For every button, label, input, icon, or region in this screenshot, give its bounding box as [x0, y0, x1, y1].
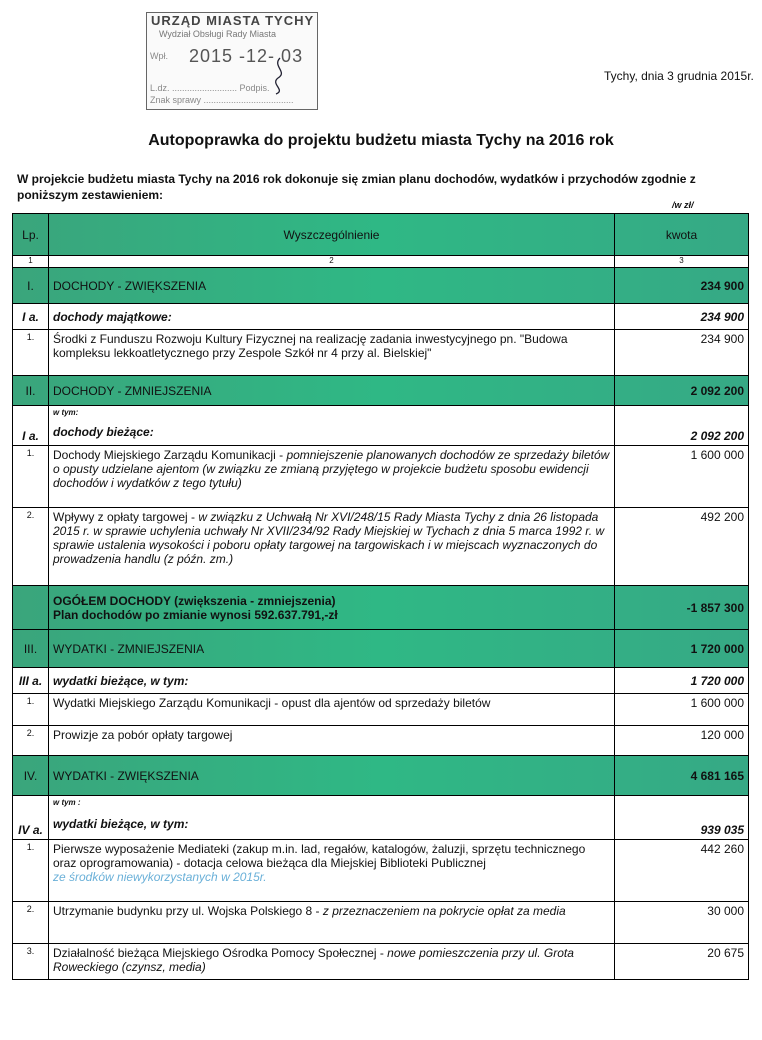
row-lp: I a.	[13, 304, 49, 330]
row-desc-italic: w związku z Uchwałą Nr XVI/248/15 Rady Miasta Tychy z dnia 26 listopada 2015 r. w sprawie uchylenia uchwały Nr XVII/234/92 Rady Miejskiej w Tychach z dnia 5 marca 1992 r. w sprawie ustalenia wysokości i poboru opłaty targowej na targowiskach i w miejscach wyznaczonych do prowadzenia handlu (z późn. zm.)	[53, 510, 605, 566]
signature-mark	[268, 56, 292, 96]
stamp-ldz-label: L.dz. .......................... Podpis.	[150, 83, 270, 93]
row-desc	[49, 446, 615, 508]
row-desc	[49, 406, 615, 446]
total-label: OGÓŁEM DOCHODY (zwiększenia - zmniejszenia)	[53, 593, 336, 608]
col-number: 1	[13, 256, 49, 268]
row-lp: III.	[13, 630, 49, 668]
row-desc	[49, 840, 615, 902]
row-amount: 234 900	[615, 330, 749, 376]
row-amount: 2 092 200	[615, 376, 749, 406]
row-amount: 1 600 000	[615, 446, 749, 508]
row-amount: 234 900	[615, 304, 749, 330]
row-lp: 2.	[13, 508, 49, 586]
row-amount: 492 200	[615, 508, 749, 586]
stamp-wpl-label: Wpł.	[150, 51, 168, 61]
row-desc: Wydatki Miejskiego Zarządu Komunikacji - opust dla ajentów od sprzedaży biletów	[49, 694, 615, 726]
row-lp: 1.	[13, 694, 49, 726]
handwritten-note: ze środków niewykorzystanych w 2015r.	[53, 870, 267, 884]
row-desc-italic: nowe pomieszczenia przy ul. Grota Roweckiego (czynsz, media)	[53, 946, 574, 974]
row-desc: wydatki bieżące, w tym:	[49, 668, 615, 694]
section-row	[13, 376, 749, 406]
subsection-row	[13, 796, 749, 840]
row-desc-text: wydatki bieżące, w tym:	[53, 817, 189, 831]
stamp-department: Wydział Obsługi Rady Miasta	[159, 29, 276, 39]
table-header-row	[13, 214, 749, 256]
total-row	[13, 586, 749, 630]
row-desc-italic: z przeznaczeniem na pokrycie opłat za media	[322, 904, 566, 918]
row-desc: DOCHODY - ZMNIEJSZENIA	[49, 376, 615, 406]
row-lp: 1.	[13, 330, 49, 376]
row-desc-italic: pomniejszenie planowanych dochodów ze sprzedaży biletów o opusty udzielane ajentom (w związku ze zmianą przyjętego w projekcie budżetu sposobu ewidencji dochodów i wydatków z tego tytułu)	[53, 448, 610, 490]
row-amount: 1 600 000	[615, 694, 749, 726]
item-row	[13, 902, 749, 944]
row-desc-plain: Działalność bieżąca Miejskiego Ośrodka Pomocy Społecznej -	[53, 946, 388, 960]
section-row	[13, 756, 749, 796]
section-row	[13, 630, 749, 668]
row-lp: 2.	[13, 902, 49, 944]
row-desc: DOCHODY - ZWIĘKSZENIA	[49, 268, 615, 304]
row-lp: IV a.	[13, 796, 49, 840]
section-row	[13, 268, 749, 304]
item-row	[13, 446, 749, 508]
row-lp: IV.	[13, 756, 49, 796]
stamp-date: 2015 -12- 03	[189, 46, 304, 66]
subsection-row	[13, 304, 749, 330]
row-lp: I.	[13, 268, 49, 304]
subsection-row	[13, 668, 749, 694]
row-desc-plain: Dochody Miejskiego Zarządu Komunikacji -	[53, 448, 287, 462]
row-desc: WYDATKI - ZMNIEJSZENIA	[49, 630, 615, 668]
col-amount-header: kwota	[615, 214, 749, 256]
unit-label: /w zł/	[672, 200, 694, 210]
row-desc-plain: Wpływy z opłaty targowej -	[53, 510, 199, 524]
row-amount: 4 681 165	[615, 756, 749, 796]
intro-text: W projekcie budżetu miasta Tychy na 2016 rok dokonuje się zmian planu dochodów, wydatków i przychodów zgodnie z poniższym zestawieniem:	[17, 172, 696, 202]
item-row	[13, 694, 749, 726]
row-amount: 442 260	[615, 840, 749, 902]
row-desc-plain: Utrzymanie budynku przy ul. Wojska Polskiego 8 -	[53, 904, 323, 918]
row-desc: Środki z Funduszu Rozwoju Kultury Fizycznej na realizację zadania inwestycyjnego pn. "Budowa kompleksu lekkoatletycznego przy Zespole Szkół nr 4 przy al. Bielskiej"	[49, 330, 615, 376]
row-desc	[49, 796, 615, 840]
stamp-office: URZĄD MIASTA TYCHY	[151, 13, 315, 28]
row-lp: 3.	[13, 944, 49, 980]
row-desc: dochody majątkowe:	[49, 304, 615, 330]
column-numbers-row	[13, 256, 749, 268]
row-desc: WYDATKI - ZWIĘKSZENIA	[49, 756, 615, 796]
row-amount: 1 720 000	[615, 630, 749, 668]
row-lp: 1.	[13, 446, 49, 508]
row-amount: 939 035	[615, 796, 749, 840]
row-desc	[49, 508, 615, 586]
row-amount: 120 000	[615, 726, 749, 756]
stamp-znak-label: Znak sprawy ....................................	[150, 95, 294, 105]
item-row	[13, 944, 749, 980]
row-desc	[49, 902, 615, 944]
row-desc	[49, 944, 615, 980]
row-desc: Prowizje za pobór opłaty targowej	[49, 726, 615, 756]
row-amount: 2 092 200	[615, 406, 749, 446]
col-lp-header: Lp.	[13, 214, 49, 256]
row-lp: I a.	[13, 406, 49, 446]
w-tym-label: w tym:	[53, 408, 79, 417]
row-amount: 1 720 000	[615, 668, 749, 694]
document-title: Autopoprawka do projektu budżetu miasta Tychy na 2016 rok	[148, 132, 614, 149]
subsection-row	[13, 406, 749, 446]
col-number: 2	[49, 256, 615, 268]
item-row	[13, 330, 749, 376]
row-desc	[49, 586, 615, 630]
row-amount: 20 675	[615, 944, 749, 980]
row-lp: 1.	[13, 840, 49, 902]
col-number: 3	[615, 256, 749, 268]
item-row	[13, 508, 749, 586]
row-lp: III a.	[13, 668, 49, 694]
item-row	[13, 840, 749, 902]
row-desc-text: dochody bieżące:	[53, 425, 154, 439]
budget-table	[12, 213, 749, 980]
col-desc-header: Wyszczególnienie	[49, 214, 615, 256]
row-desc-plain: Pierwsze wyposażenie Mediateki (zakup m.in. lad, regałów, katalogów, żaluzji, sprzętu technicznego oraz oprogramowania) - dotacja celowa bieżąca dla Miejskiej Biblioteki Publicznej	[53, 842, 586, 870]
row-amount: -1 857 300	[615, 586, 749, 630]
row-amount: 234 900	[615, 268, 749, 304]
w-tym-label: w tym :	[53, 798, 81, 807]
row-lp: 2.	[13, 726, 49, 756]
item-row	[13, 726, 749, 756]
plan-after-change: Plan dochodów po zmianie wynosi 592.637.791,-zł	[53, 607, 338, 622]
row-amount: 30 000	[615, 902, 749, 944]
row-lp	[13, 586, 49, 630]
row-lp: II.	[13, 376, 49, 406]
date-line: Tychy, dnia 3 grudnia 2015r.	[604, 69, 754, 83]
registry-stamp	[146, 12, 318, 110]
